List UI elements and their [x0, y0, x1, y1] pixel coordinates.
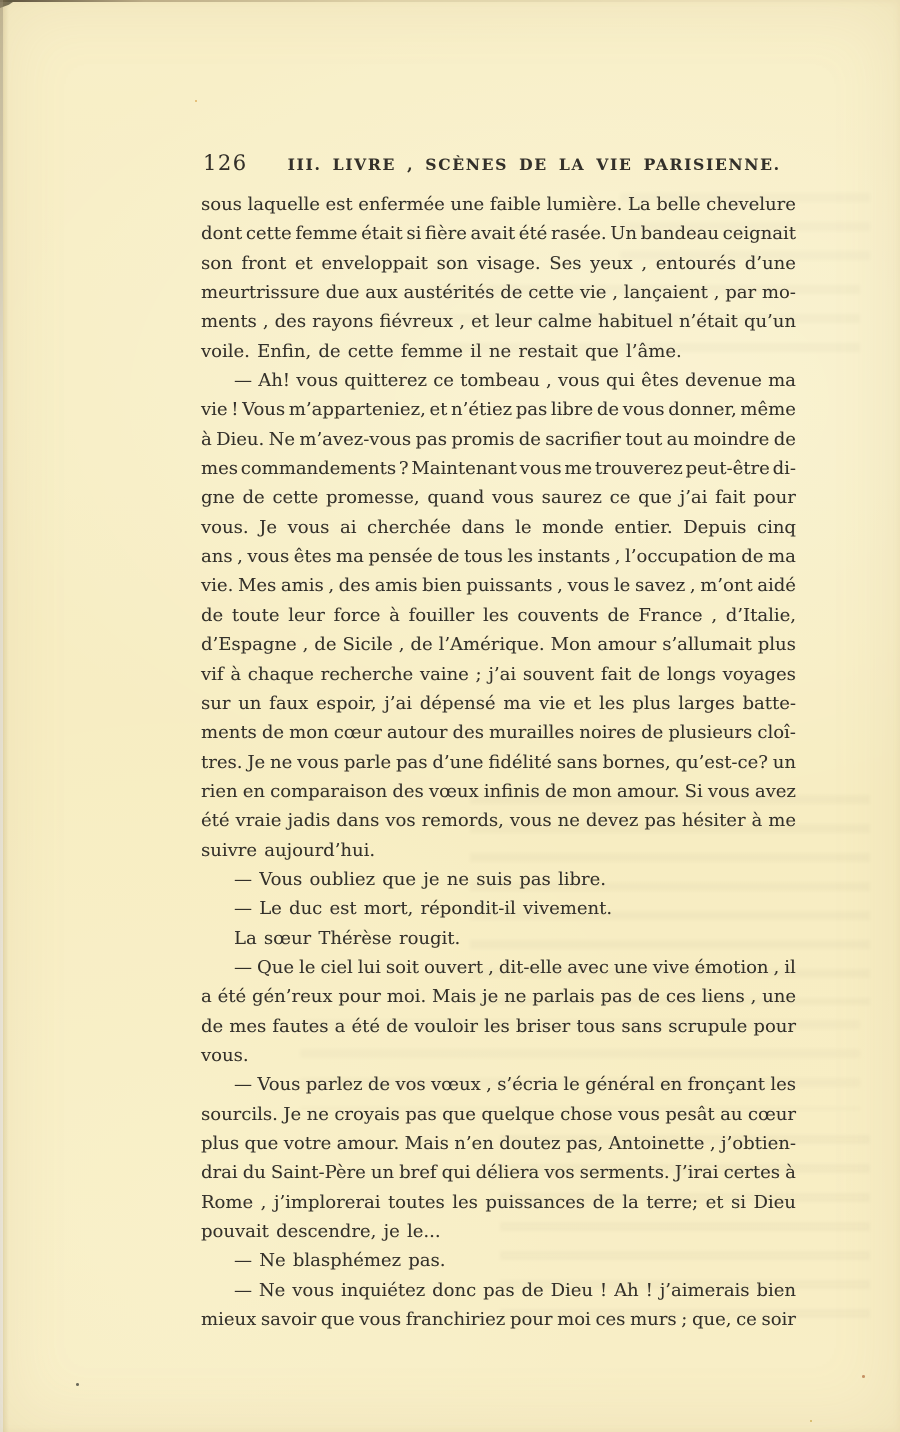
running-title: III. LIVRE , SCÈNES DE LA VIE PARISIENNE. [287, 155, 781, 174]
text-line: rien en comparaison des vœux infinis de mon amour. Si vous avez [201, 780, 796, 802]
text-line: — Vous oubliez que je ne suis pas libre. [234, 868, 606, 890]
text-line: ments , des rayons fiévreux , et leur calme habituel n’était qu’un [201, 311, 796, 333]
text-line: dont cette femme était si fière avait été rasée. Un bandeau ceignait [201, 223, 796, 245]
text-line: son front et enveloppait son visage. Ses yeux , entourés d’une [201, 252, 796, 274]
text-line: sur un faux espoir, j’ai dépensé ma vie et les plus larges batte- [201, 692, 796, 714]
text-line: ments de mon cœur autour des murailles noires de plusieurs cloî- [201, 722, 796, 744]
text-line: mieux savoir que vous franchiriez pour moi ces murs ; que, ce soir [201, 1309, 796, 1331]
text-line: sourcils. Je ne croyais pas que quelque chose vous pesât au cœur [201, 1103, 796, 1125]
paper-speck [862, 1375, 865, 1378]
text-line: d’Espagne , de Sicile , de l’Amérique. Mon amour s’allumait plus [201, 634, 796, 656]
text-line: — Ne vous inquiétez donc pas de Dieu ! Ah ! j’aimerais bien [234, 1279, 796, 1301]
text-line: mes commandements ? Maintenant vous me trouverez peut-être di- [201, 458, 796, 480]
scan-left-edge-shadow [3, 0, 9, 1432]
running-head [203, 151, 800, 175]
text-line: vie ! Vous m’apparteniez, et n’étiez pas libre de vous donner, même [201, 399, 796, 421]
text-line: drai du Saint-Père un bref qui déliera vos serments. J’irai certes à [201, 1162, 796, 1184]
text-line: plus que votre amour. Mais n’en doutez pas, Antoinette , j’obtien- [201, 1133, 796, 1154]
paper-speck [810, 1420, 812, 1422]
text-line: de toute leur force à fouiller les couvents de France , d’Italie, [201, 604, 796, 626]
text-line: à Dieu. Ne m’avez-vous pas promis de sacrifier tout au moindre de [201, 428, 796, 450]
text-line: été vraie jadis dans vos remords, vous ne devez pas hésiter à me [201, 810, 796, 832]
text-line: vie. Mes amis , des amis bien puissants , vous le savez , m’ont aidé [201, 575, 796, 597]
text-line: — Vous parlez de vos vœux , s’écria le général en fronçant les [234, 1074, 796, 1096]
text-line: sous laquelle est enfermée une faible lumière. La belle chevelure [201, 194, 796, 215]
text-line: — Ah! vous quitterez ce tombeau , vous qui êtes devenue ma [234, 370, 796, 392]
text-line: — Ne blasphémez pas. [234, 1250, 446, 1272]
text-line: de mes fautes a été de vouloir les briser tous sans scrupule pour [201, 1015, 796, 1037]
text-line: Rome , j’implorerai toutes les puissances de la terre; et si Dieu [201, 1191, 796, 1213]
text-line: a été gén’reux pour moi. Mais je ne parlais pas de ces liens , une [201, 986, 796, 1008]
page-number: 126 [203, 151, 248, 175]
text-line: gne de cette promesse, quand vous saurez ce que j’ai fait pour [201, 487, 796, 509]
text-line: — Le duc est mort, répondit-il vivement. [234, 898, 613, 920]
paper-speck [195, 100, 197, 102]
text-line: vif à chaque recherche vaine ; j’ai souvent fait de longs voyages [201, 663, 796, 685]
text-line: — Que le ciel lui soit ouvert , dit-elle avec une vive émotion , il [234, 956, 796, 978]
text-line: pouvait descendre, je le... [201, 1221, 441, 1243]
text-line: voile. Enfin, de cette femme il ne restait que l’âme. [201, 340, 682, 362]
body-text [201, 190, 796, 1334]
text-line: meurtrissure due aux austérités de cette vie , lançaient , par mo- [201, 282, 796, 304]
text-line: tres. Je ne vous parle pas d’une fidélité sans bornes, qu’est-ce? un [201, 751, 796, 773]
text-line: suivre aujourd’hui. [201, 839, 376, 861]
paper-speck [76, 1383, 79, 1386]
text-line: La sœur Thérèse rougit. [234, 927, 461, 949]
text-line: ans , vous êtes ma pensée de tous les instants , l’occupation de ma [201, 546, 796, 568]
text-line: vous. [201, 1044, 249, 1066]
text-line: vous. Je vous ai cherchée dans le monde entier. Depuis cinq [201, 516, 796, 538]
scan-top-edge [0, 0, 900, 2]
